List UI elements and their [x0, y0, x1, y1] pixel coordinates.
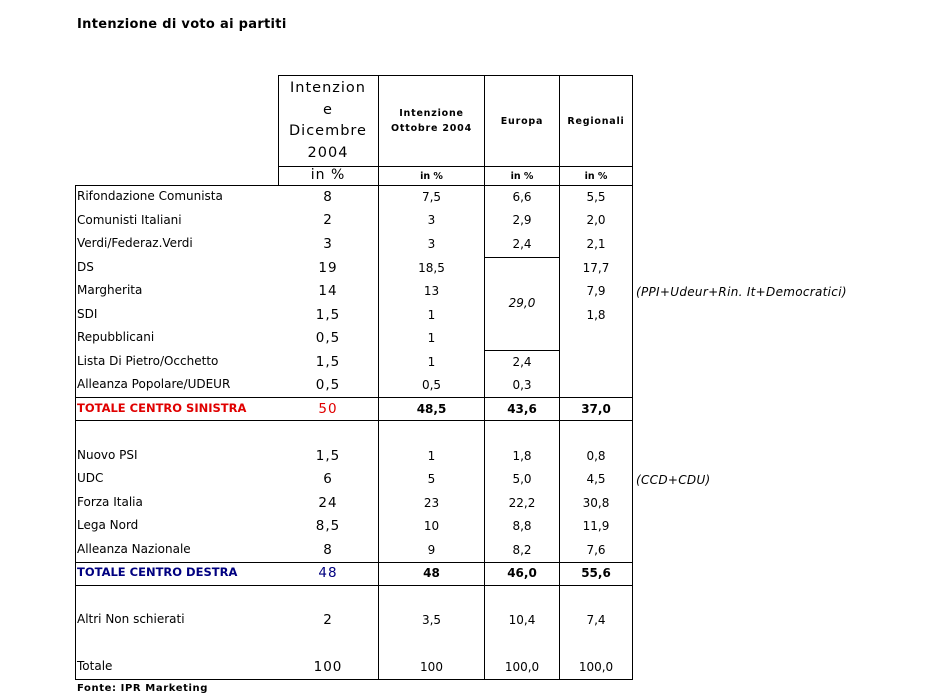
cell-c4: 5,5 [586, 190, 606, 204]
note-margherita: (PPI+Udeur+Rin. It+Democratici) [636, 285, 847, 299]
cell-c2: 1 [427, 308, 436, 322]
cell-c4: 11,9 [582, 519, 610, 533]
row-label: Repubblicani [77, 330, 155, 344]
row-label: UDC [77, 471, 104, 485]
header-regionali: Regionali [567, 116, 625, 127]
cell-c3: 2,4 [512, 355, 532, 369]
cell-c2: 1 [427, 449, 436, 463]
cell-c3: 2,4 [512, 237, 532, 251]
cell-c2: 9 [427, 543, 436, 557]
cell-c2: 3 [427, 213, 436, 227]
cell-c2: 1 [427, 355, 436, 369]
source-note: Fonte: IPR Marketing [77, 683, 208, 694]
cell-c2: 10 [423, 519, 440, 533]
merged-europa-cell: 29,0 [508, 296, 536, 310]
cell-c3: 46,0 [507, 566, 537, 580]
row-label: Comunisti Italiani [77, 213, 182, 227]
header-intenzione-ottobre: Intenzione Ottobre 2004 [391, 108, 472, 134]
cell-c2: 18,5 [418, 261, 445, 275]
cell-c1: 48 [318, 565, 338, 581]
cell-c2: 1 [427, 331, 436, 345]
row-label: TOTALE CENTRO SINISTRA [77, 401, 247, 415]
cell-c1: 0,5 [315, 330, 341, 346]
cell-c2: 3,5 [421, 613, 442, 627]
cell-c3: 43,6 [507, 402, 537, 416]
cell-c4: 0,8 [586, 449, 606, 463]
cell-c3: 1,8 [512, 449, 532, 463]
cell-c3: 8,2 [512, 543, 532, 557]
cell-c4: 30,8 [582, 496, 610, 510]
cell-c3: 0,3 [512, 378, 532, 392]
cell-c4: 7,9 [586, 284, 606, 298]
row-label: Altri Non schierati [77, 612, 185, 626]
header-europa: Europa [500, 116, 544, 127]
row-label: TOTALE CENTRO DESTRA [77, 565, 238, 579]
cell-c4: 2,1 [586, 237, 606, 251]
cell-c3: 10,4 [508, 613, 536, 627]
cell-c1: 8 [323, 189, 333, 205]
cell-c2: 48 [423, 566, 440, 580]
cell-c4: 1,8 [586, 308, 606, 322]
row-label: Nuovo PSI [77, 448, 138, 462]
row-label: Alleanza Nazionale [77, 542, 191, 556]
row-label: Verdi/Federaz.Verdi [77, 236, 193, 250]
cell-c1: 1,5 [315, 307, 341, 323]
cell-c4: 7,6 [586, 543, 606, 557]
cell-c2: 13 [423, 284, 440, 298]
cell-c1: 100 [313, 659, 343, 675]
row-label: Forza Italia [77, 495, 143, 509]
header-intenzione-dicembre: Intenzion e Dicembre 2004 [289, 80, 367, 161]
cell-c2: 5 [427, 472, 436, 486]
cell-c4: 100,0 [578, 660, 614, 674]
cell-c4: 7,4 [586, 613, 606, 627]
cell-c3: 22,2 [508, 496, 536, 510]
cell-c1: 19 [318, 260, 338, 276]
cell-c1: 50 [318, 401, 338, 417]
cell-c1: 6 [323, 471, 333, 487]
row-label: Alleanza Popolare/UDEUR [77, 377, 231, 391]
cell-c1: 1,5 [315, 354, 341, 370]
unit-c1: in % [310, 167, 346, 183]
cell-c1: 2 [323, 612, 333, 628]
cell-c2: 100 [420, 660, 443, 674]
cell-c2: 0,5 [421, 378, 442, 392]
cell-c4: 2,0 [586, 213, 606, 227]
cell-c4: 37,0 [581, 402, 611, 416]
cell-c2: 48,5 [416, 402, 447, 416]
cell-c3: 8,8 [512, 519, 532, 533]
cell-c2: 23 [423, 496, 440, 510]
row-label: Lista Di Pietro/Occhetto [77, 354, 219, 368]
cell-c3: 6,6 [512, 190, 532, 204]
row-label: SDI [77, 307, 98, 321]
page-title: Intenzione di voto ai partiti [77, 17, 287, 32]
cell-c1: 8 [323, 542, 333, 558]
cell-c4: 55,6 [581, 566, 611, 580]
cell-c1: 2 [323, 212, 333, 228]
unit-c2: in % [420, 171, 443, 182]
cell-c1: 0,5 [315, 377, 341, 393]
cell-c4: 4,5 [586, 472, 606, 486]
note-udc: (CCD+CDU) [636, 473, 711, 487]
cell-c3: 100,0 [504, 660, 540, 674]
row-label: Lega Nord [77, 518, 139, 532]
cell-c4: 17,7 [582, 261, 610, 275]
cell-c1: 3 [323, 236, 333, 252]
cell-c3: 2,9 [512, 213, 532, 227]
cell-c1: 1,5 [315, 448, 341, 464]
row-label: Totale [77, 659, 113, 673]
cell-c1: 14 [318, 283, 338, 299]
cell-c2: 3 [427, 237, 436, 251]
row-label: Margherita [77, 283, 143, 297]
unit-c4: in % [584, 171, 608, 182]
cell-c3: 5,0 [512, 472, 532, 486]
cell-c2: 7,5 [421, 190, 442, 204]
unit-c3: in % [510, 171, 534, 182]
row-label: DS [77, 260, 94, 274]
cell-c1: 24 [318, 495, 338, 511]
row-label: Rifondazione Comunista [77, 189, 223, 203]
cell-c1: 8,5 [315, 518, 341, 534]
